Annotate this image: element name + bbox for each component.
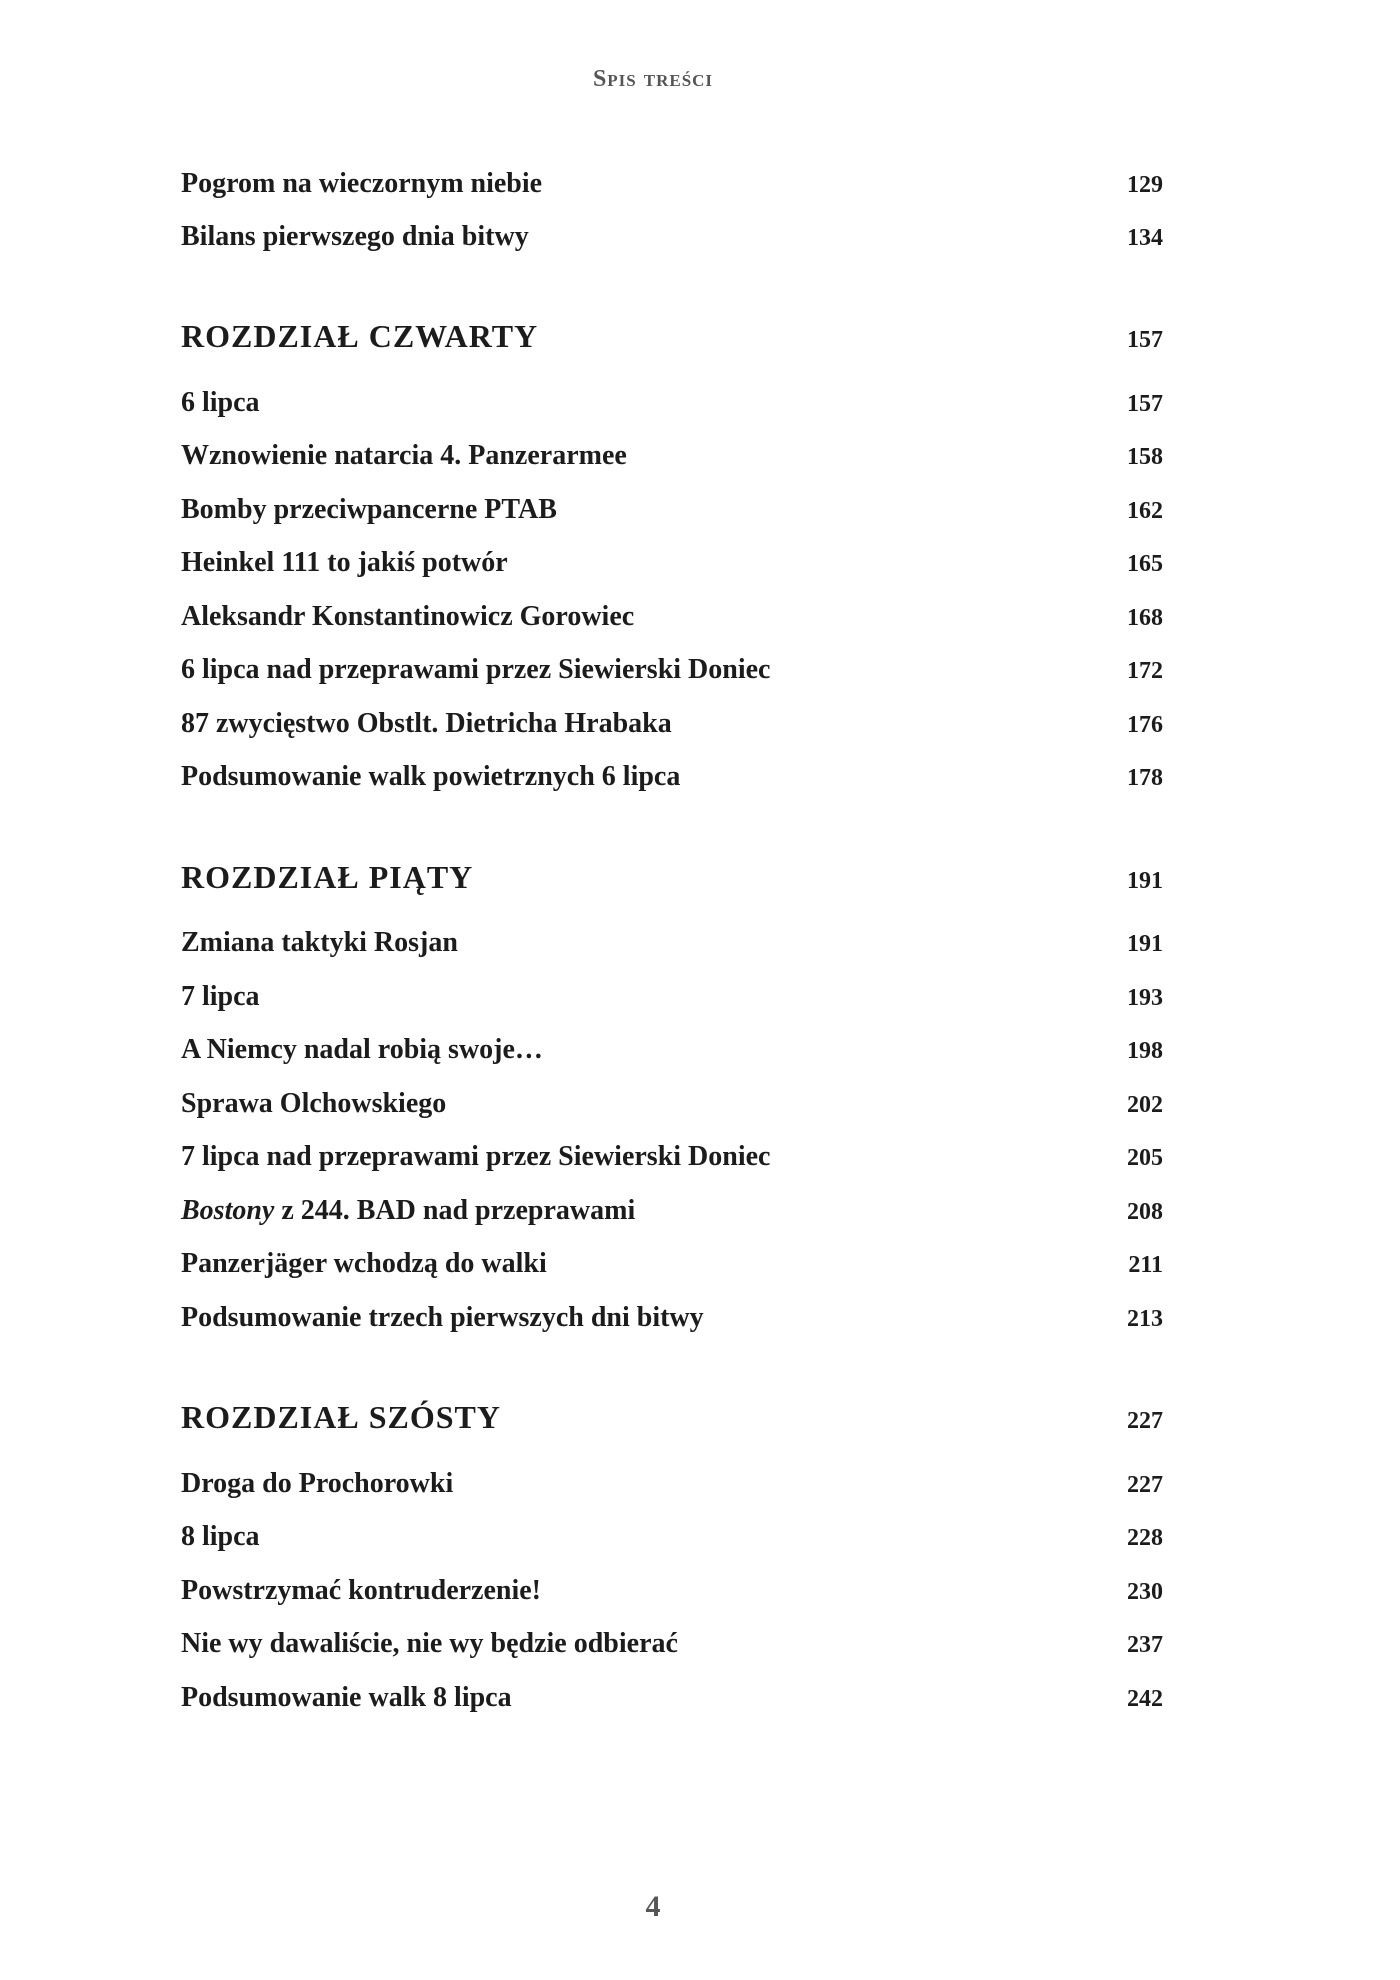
toc-entry-title: Nie wy dawaliście, nie wy będzie odbierać	[181, 1628, 678, 1659]
toc-entry[interactable]	[181, 168, 1163, 208]
toc-entry-page: 162	[1127, 498, 1163, 524]
toc-entry-title: Panzerjäger wchodzą do walki	[181, 1248, 547, 1279]
toc-entry-page: 129	[1127, 172, 1163, 198]
toc-entry-page: 227	[1127, 1472, 1163, 1498]
toc-entry-title-rest: z 244. BAD nad przeprawami	[274, 1195, 636, 1226]
toc-entry[interactable]	[181, 1195, 1163, 1235]
toc-entry-title: Podsumowanie walk 8 lipca	[181, 1682, 512, 1713]
toc-entry-title: Zmiana taktyki Rosjan	[181, 927, 458, 958]
toc-entry-page: 205	[1127, 1145, 1163, 1171]
toc-entry-title	[181, 1195, 635, 1227]
toc-chapter-heading[interactable]	[181, 318, 1163, 358]
toc-entry-page: 178	[1127, 765, 1163, 791]
page-number: 4	[645, 1890, 661, 1923]
toc-chapter-title: ROZDZIAŁ SZÓSTY	[181, 1399, 501, 1435]
toc-chapter-title: ROZDZIAŁ PIĄTY	[181, 859, 474, 895]
toc-entry-title: 87 zwycięstwo Obstlt. Dietricha Hrabaka	[181, 708, 672, 739]
toc-chapter-page: 227	[1127, 1408, 1163, 1434]
toc-entry[interactable]	[181, 654, 1163, 694]
toc-entry-page: 198	[1127, 1038, 1163, 1064]
toc-entry[interactable]	[181, 1468, 1163, 1508]
toc-entry-title: Bilans pierwszego dnia bitwy	[181, 221, 529, 252]
toc-entry-title: Bomby przeciwpancerne PTAB	[181, 494, 557, 525]
toc-entry[interactable]	[181, 927, 1163, 967]
toc-entry-title: Heinkel 111 to jakiś potwór	[181, 547, 508, 578]
toc-entry[interactable]	[181, 1521, 1163, 1561]
toc-entry[interactable]	[181, 440, 1163, 480]
toc-entry[interactable]	[181, 1088, 1163, 1128]
toc-entry-page: 158	[1127, 444, 1163, 470]
toc-entry-title: 7 lipca nad przeprawami przez Siewierski Doniec	[181, 1141, 771, 1172]
toc-entry[interactable]	[181, 1575, 1163, 1615]
toc-chapter-title: ROZDZIAŁ CZWARTY	[181, 318, 539, 354]
toc-entry[interactable]	[181, 547, 1163, 587]
toc-entry-page: 176	[1127, 712, 1163, 738]
toc-chapter-heading[interactable]	[181, 859, 1163, 899]
toc-entry[interactable]	[181, 1682, 1163, 1722]
toc-entry-title: Droga do Prochorowki	[181, 1468, 454, 1499]
toc-entry-title: Wznowienie natarcia 4. Panzerarmee	[181, 440, 627, 471]
toc-entry-title-italic: Bostony	[181, 1195, 275, 1226]
toc-entry[interactable]	[181, 221, 1163, 261]
toc-entry[interactable]	[181, 761, 1163, 801]
toc-entry-page: 211	[1128, 1252, 1163, 1278]
toc-entry-title: Aleksandr Konstantinowicz Gorowiec	[181, 601, 635, 632]
toc-entry-title: Podsumowanie trzech pierwszych dni bitwy	[181, 1302, 704, 1333]
toc-entry-page: 168	[1127, 605, 1163, 631]
toc-entry-page: 134	[1127, 225, 1163, 251]
toc-entry-page: 230	[1127, 1579, 1163, 1605]
toc-entry[interactable]	[181, 1141, 1163, 1181]
toc-entry-page: 172	[1127, 658, 1163, 684]
toc-entry-title: Pogrom na wieczornym niebie	[181, 168, 543, 199]
toc-entry[interactable]	[181, 981, 1163, 1021]
toc-entry[interactable]	[181, 1248, 1163, 1288]
toc-entry-page: 191	[1127, 931, 1163, 957]
toc-entry-page: 228	[1127, 1525, 1163, 1551]
toc-entry-title: 6 lipca nad przeprawami przez Siewierski Doniec	[181, 654, 771, 685]
toc-entry-page: 237	[1127, 1632, 1163, 1658]
toc-entry-title: Sprawa Olchowskiego	[181, 1088, 447, 1119]
toc-entry-page: 208	[1127, 1199, 1163, 1225]
toc-entry[interactable]	[181, 1628, 1163, 1668]
toc-entry-title: A Niemcy nadal robią swoje…	[181, 1034, 543, 1065]
toc-entry-page: 157	[1127, 391, 1163, 417]
toc-entry[interactable]	[181, 601, 1163, 641]
toc-entry-page: 165	[1127, 551, 1163, 577]
toc-entry[interactable]	[181, 708, 1163, 748]
toc-chapter-page: 191	[1127, 868, 1163, 894]
toc-entry-page: 242	[1127, 1686, 1163, 1712]
toc-chapter-page: 157	[1127, 327, 1163, 353]
toc-entry-page: 193	[1127, 985, 1163, 1011]
toc-entry-title: 8 lipca	[181, 1521, 260, 1552]
toc-chapter-heading[interactable]	[181, 1399, 1163, 1439]
toc-entry[interactable]	[181, 1302, 1163, 1342]
toc-entry[interactable]	[181, 1034, 1163, 1074]
toc-entry[interactable]	[181, 494, 1163, 534]
toc-entry-page: 213	[1127, 1306, 1163, 1332]
toc-entry-page: 202	[1127, 1092, 1163, 1118]
toc-entry-title: 6 lipca	[181, 387, 260, 418]
running-head: Spis treści	[592, 66, 714, 92]
toc-entry-title: 7 lipca	[181, 981, 260, 1012]
toc-entry-title: Powstrzymać kontruderzenie!	[181, 1575, 542, 1606]
toc-entry[interactable]	[181, 387, 1163, 427]
toc-entry-title: Podsumowanie walk powietrznych 6 lipca	[181, 761, 681, 792]
